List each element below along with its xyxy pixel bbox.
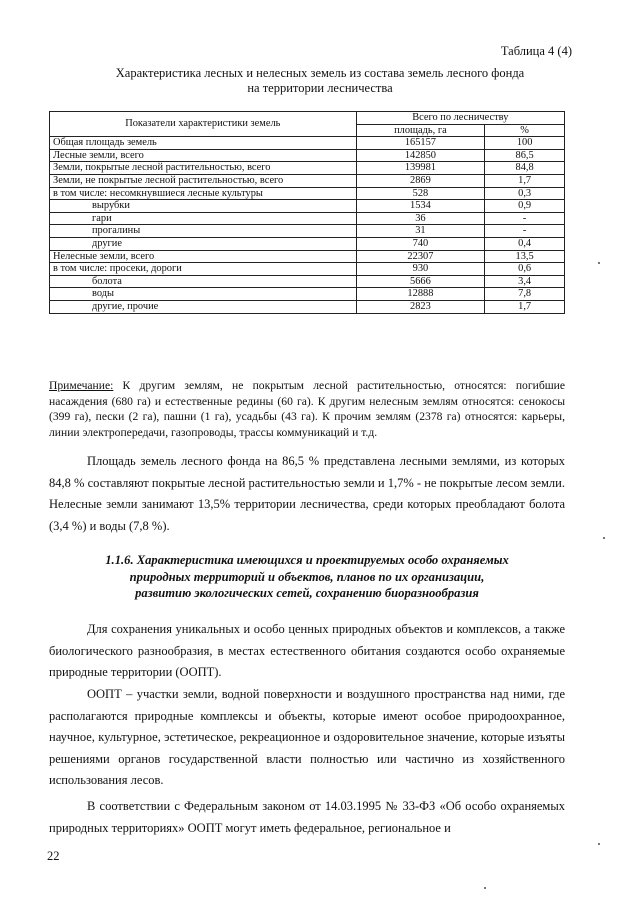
row-area: 22307 [356,250,485,263]
table-title [0,66,640,96]
row-percent: 7,8 [485,288,565,301]
row-label: другие [50,237,357,250]
row-label: Нелесные земли, всего [50,250,357,263]
table-row [50,300,565,313]
scan-speck [598,262,600,264]
row-area: 165157 [356,137,485,150]
row-percent: 1,7 [485,300,565,313]
row-percent: 1,7 [485,174,565,187]
row-percent: 0,9 [485,200,565,213]
header-area: площадь, га [356,124,485,137]
row-label: в том числе: несомкнувшиеся лесные культуры [50,187,357,200]
table-title-line: Характеристика лесных и нелесных земель из состава земель лесного фонда [115,66,525,80]
table-row [50,174,565,187]
row-label: в том числе: просеки, дороги [50,263,357,276]
row-label: Лесные земли, всего [50,149,357,162]
paragraph-oopt-intro: Для сохранения уникальных и особо ценных природных объектов и комплексов, а также биологического разнообразия, в местах естественного обитания создаются особо охраняемые природные территории (ООПТ). [49,622,565,680]
row-area: 31 [356,225,485,238]
row-area: 5666 [356,275,485,288]
row-area: 2823 [356,300,485,313]
header-total: Всего по лесничеству [356,112,564,125]
row-area: 12888 [356,288,485,301]
table-row [50,275,565,288]
row-percent: 86,5 [485,149,565,162]
row-area: 528 [356,187,485,200]
row-area: 139981 [356,162,485,175]
row-area: 930 [356,263,485,276]
table-row [50,187,565,200]
scan-speck [603,537,605,539]
paragraph-forest-land-summary: Площадь земель лесного фонда на 86,5 % представлена лесными землями, из которых 84,8 % составляют покрытые лесной растительностью земли и 1,7% - не покрытые лесом земли. Нелесные земли занимают 13,5% территории лесничества, среди которых преобладают болота (3,4 %) и воды (7,8 %). [49,454,565,533]
row-percent: 100 [485,137,565,150]
paragraph-federal-law: В соответствии с Федеральным законом от 14.03.1995 № 33-ФЗ «Об особо охраняемых природных территориях» ООПТ могут иметь федеральное, региональное и [49,799,565,835]
row-area: 142850 [356,149,485,162]
scan-speck [598,843,600,845]
row-percent: 3,4 [485,275,565,288]
row-percent: 0,6 [485,263,565,276]
row-label: Общая площадь земель [50,137,357,150]
row-label: прогалины [50,225,357,238]
row-label: вырубки [50,200,357,213]
header-indicator: Показатели характеристики земель [50,112,357,137]
section-heading-line: развитию экологических сетей, сохранению биоразнообразия [135,586,479,600]
section-heading [49,552,565,602]
note-label: Примечание: [49,379,114,392]
header-percent: % [485,124,565,137]
table-row [50,149,565,162]
table-row [50,263,565,276]
row-percent: 0,3 [485,187,565,200]
row-label: болота [50,275,357,288]
row-area: 36 [356,212,485,225]
row-label: другие, прочие [50,300,357,313]
row-area: 1534 [356,200,485,213]
note-text: К другим землям, не покрытым лесной растительностью, относятся: погибшие насаждения (680 га) и естественные редины (60 га). К другим нелесным землям относятся: сенокосы (399 га), пески (2 га), пашни (1 га), усадьбы (43 га). К прочим землям (2378 га) относятся: карьеры, линии электропередачи, газопроводы, трассы коммуникаций и т.д. [49,379,565,439]
section-heading-line: природных территорий и объектов, планов по их организации, [129,569,485,584]
land-characteristics-table [49,111,565,314]
table-row [50,137,565,150]
table-row [50,212,565,225]
row-percent: 84,8 [485,162,565,175]
row-label: Земли, не покрытые лесной растительностью, всего [50,174,357,187]
row-percent: - [485,225,565,238]
page-number: 22 [47,849,60,863]
row-area: 740 [356,237,485,250]
row-percent: - [485,212,565,225]
row-area: 2869 [356,174,485,187]
table-row [50,250,565,263]
section-heading-line: 1.1.6. Характеристика имеющихся и проектируемых особо охраняемых [105,553,509,567]
row-percent: 0,4 [485,237,565,250]
row-label: гари [50,212,357,225]
scan-speck [484,887,486,889]
table-title-line: на территории лесничества [247,81,393,95]
table-row [50,225,565,238]
table-row [50,200,565,213]
table-row [50,288,565,301]
row-percent: 13,5 [485,250,565,263]
table-row [50,162,565,175]
table-note [49,378,565,440]
row-label: Земли, покрытые лесной растительностью, всего [50,162,357,175]
table-row [50,237,565,250]
row-label: воды [50,288,357,301]
paragraph-oopt-definition: ООПТ – участки земли, водной поверхности и воздушного пространства над ними, где располагаются природные комплексы и объекты, которые имеют особое природоохранное, научное, культурное, эстетическое, рекреационное и оздоровительное значение, которые изъяты решениями органов государственной власти полностью или частично из хозяйственного использования лесов. [49,687,565,788]
table-number: Таблица 4 (4) [500,44,572,58]
